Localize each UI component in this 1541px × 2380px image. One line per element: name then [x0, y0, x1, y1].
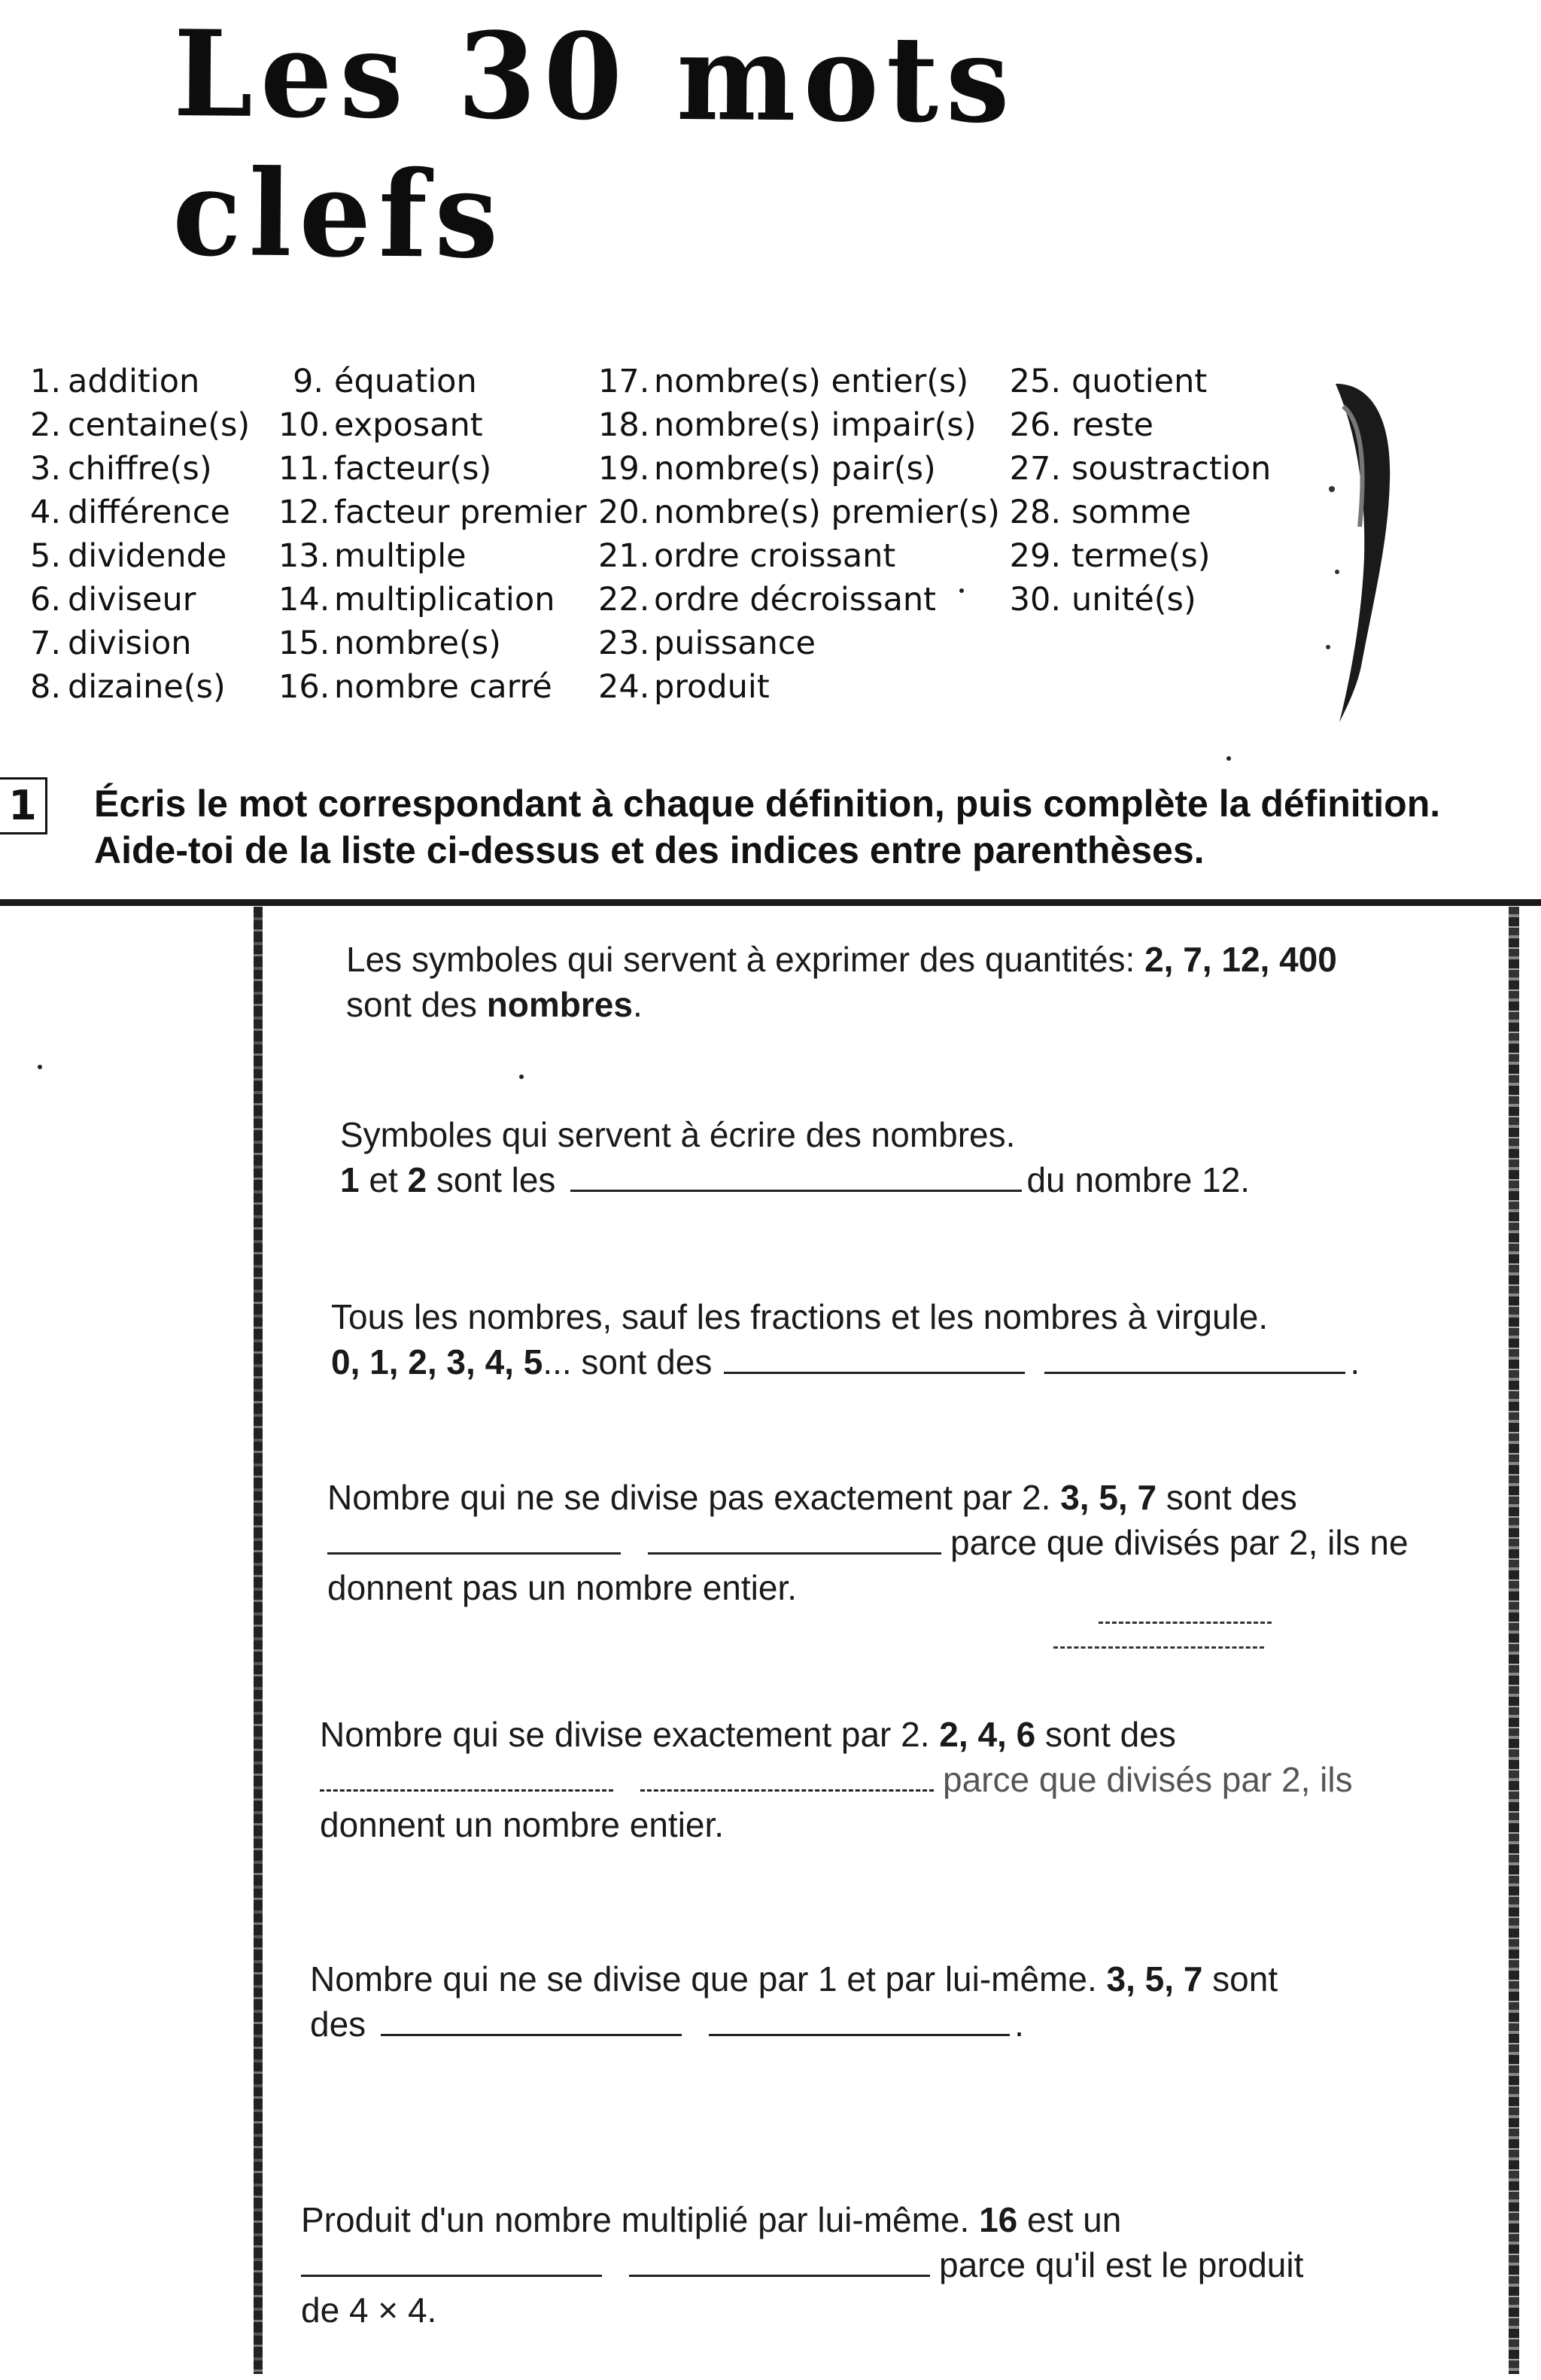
word-list-item — [30, 578, 250, 622]
word-label: nombre carré — [334, 668, 552, 706]
definition-7 — [301, 2197, 1467, 2333]
word-label: diviseur — [68, 581, 196, 619]
definition-text: est un — [1017, 2200, 1122, 2239]
word-list-column-2 — [278, 360, 587, 709]
example-number: 2 — [407, 1160, 427, 1199]
word-list-item — [598, 578, 1000, 622]
definition-text: des — [310, 2005, 366, 2044]
definition-5 — [320, 1712, 1486, 1847]
word-list-item — [278, 447, 587, 491]
word-label: exposant — [334, 406, 483, 444]
stray-mark — [1053, 1646, 1264, 1649]
word-label: ordre croissant — [654, 537, 896, 575]
word-label: reste — [1071, 406, 1153, 444]
answer-blank-2[interactable] — [640, 1767, 934, 1792]
word-number: 12. — [278, 494, 330, 531]
word-number: 16. — [278, 668, 330, 706]
word-label: facteur(s) — [334, 450, 492, 488]
word-list-item — [278, 534, 587, 578]
word-label: dizaine(s) — [68, 668, 226, 706]
definition-text: sont — [1202, 1959, 1278, 1999]
definition-text: Tous les nombres, sauf les fractions et les nombres à virgule. — [331, 1297, 1269, 1336]
word-list-item — [30, 534, 250, 578]
definition-2 — [340, 1112, 1506, 1202]
word-list-item — [278, 665, 587, 709]
example-numbers: 2, 4, 6 — [939, 1715, 1036, 1754]
word-label: équation — [334, 363, 477, 400]
definition-text: sont des — [1157, 1478, 1297, 1517]
word-list-item — [30, 403, 250, 447]
definition-text: parce que divisés par 2, ils — [943, 1760, 1353, 1799]
instruction-line-1: Écris le mot correspondant à chaque définition, puis complète la définition. — [94, 783, 1441, 825]
word-list-item — [278, 403, 587, 447]
word-list-item — [598, 360, 1000, 403]
word-number: 29. — [1009, 537, 1061, 575]
word-number: 10. — [278, 406, 330, 444]
punctuation: . — [1014, 2005, 1024, 2044]
word-list-item — [598, 447, 1000, 491]
stray-mark — [1099, 1622, 1272, 1624]
word-label: nombre(s) — [334, 625, 501, 662]
definition-text: Produit d'un nombre multiplié par lui-même. — [301, 2200, 980, 2239]
word-number: 22. — [598, 581, 650, 619]
answer-blank-1[interactable] — [327, 1530, 621, 1555]
definition-text: donnent un nombre entier. — [320, 1805, 725, 1844]
definition-3 — [331, 1294, 1497, 1385]
box-left-border — [254, 907, 263, 2374]
word-list-item — [1008, 491, 1271, 534]
word-number: 26. — [1009, 406, 1061, 444]
word-number: 23. — [598, 625, 650, 662]
word-list-column-4 — [1008, 360, 1271, 622]
word-number: 28. — [1009, 494, 1061, 531]
definition-text: et — [359, 1160, 408, 1199]
word-number: 15. — [278, 625, 330, 662]
answer-blank-1[interactable] — [320, 1767, 613, 1792]
word-list-column-1 — [30, 360, 250, 709]
punctuation: . — [632, 985, 643, 1024]
word-list-item — [598, 665, 1000, 709]
divider-rule — [0, 899, 1541, 906]
example-number: 16 — [979, 2200, 1018, 2239]
definition-text: de 4 × 4. — [301, 2290, 437, 2330]
definition-text: donnent pas un nombre entier. — [327, 1568, 798, 1607]
speck — [959, 588, 964, 593]
definition-text: Symboles qui servent à écrire des nombres. — [340, 1115, 1016, 1154]
word-label: terme(s) — [1071, 537, 1211, 575]
word-list-item — [278, 622, 587, 665]
word-list-item — [1008, 360, 1271, 403]
word-list-column-3 — [598, 360, 1000, 709]
word-list-item — [598, 622, 1000, 665]
word-label: quotient — [1071, 363, 1208, 400]
word-number: 5. — [30, 537, 62, 575]
word-list-item — [598, 534, 1000, 578]
word-number: 19. — [598, 450, 650, 488]
word-number: 2. — [30, 406, 62, 444]
word-label: addition — [68, 363, 200, 400]
answer-blank[interactable] — [570, 1167, 1022, 1192]
answer-blank-2[interactable] — [629, 2252, 930, 2277]
definition-text: parce qu'il est le produit — [939, 2245, 1304, 2284]
example-number: 1 — [340, 1160, 360, 1199]
definition-text: Nombre qui ne se divise que par 1 et par lui-même. — [310, 1959, 1107, 1999]
word-label: division — [68, 625, 192, 662]
definition-6 — [310, 1956, 1476, 2047]
word-list-item — [1008, 447, 1271, 491]
word-label: soustraction — [1071, 450, 1272, 488]
word-list-item — [30, 665, 250, 709]
word-list-item — [30, 447, 250, 491]
word-number: 18. — [598, 406, 650, 444]
answer-word: nombres — [486, 985, 633, 1024]
word-list-item — [1008, 403, 1271, 447]
definition-text: Les symboles qui servent à exprimer des quantités: — [346, 940, 1145, 979]
word-label: nombre(s) premier(s) — [654, 494, 1000, 531]
word-list-item — [30, 491, 250, 534]
answer-blank-2[interactable] — [1044, 1349, 1345, 1374]
word-label: unité(s) — [1071, 581, 1196, 619]
word-label: différence — [68, 494, 230, 531]
word-number: 9. — [292, 363, 324, 400]
example-numbers: 3, 5, 7 — [1060, 1478, 1157, 1517]
word-list-item — [30, 360, 250, 403]
word-list-item — [1008, 578, 1271, 622]
word-list-item — [1008, 534, 1271, 578]
word-list-item — [278, 578, 587, 622]
definition-1 — [346, 937, 1512, 1027]
punctuation: . — [1350, 1342, 1360, 1381]
word-label: nombre(s) entier(s) — [654, 363, 969, 400]
speck — [1226, 756, 1231, 761]
word-label: multiplication — [334, 581, 555, 619]
decorative-ornament — [1321, 376, 1403, 730]
word-number: 24. — [598, 668, 650, 706]
word-label: ordre décroissant — [654, 581, 937, 619]
word-list-item — [278, 491, 587, 534]
example-numbers: 3, 5, 7 — [1106, 1959, 1203, 1999]
word-label: multiple — [334, 537, 467, 575]
word-list-item — [30, 622, 250, 665]
answer-blank-1[interactable] — [301, 2252, 602, 2277]
speck — [38, 1065, 42, 1069]
word-number: 4. — [30, 494, 62, 531]
definition-text: Nombre qui se divise exactement par 2. — [320, 1715, 940, 1754]
word-label: nombre(s) pair(s) — [654, 450, 936, 488]
definition-text: ... sont des — [543, 1342, 713, 1381]
speck — [519, 1074, 524, 1079]
word-number: 20. — [598, 494, 650, 531]
word-number: 17. — [598, 363, 650, 400]
word-list-item — [598, 491, 1000, 534]
definition-text: parce que divisés par 2, ils ne — [950, 1523, 1409, 1562]
answer-blank-1[interactable] — [724, 1349, 1025, 1374]
word-number: 21. — [598, 537, 650, 575]
word-label: chiffre(s) — [68, 450, 212, 488]
box-right-border — [1509, 907, 1519, 2374]
answer-blank-2[interactable] — [709, 2011, 1010, 2036]
word-label: dividende — [68, 537, 227, 575]
example-numbers: 2, 7, 12, 400 — [1144, 940, 1337, 979]
word-label: somme — [1071, 494, 1191, 531]
word-label: nombre(s) impair(s) — [654, 406, 977, 444]
answer-blank-1[interactable] — [381, 2011, 682, 2036]
word-number: 14. — [278, 581, 330, 619]
word-number: 8. — [30, 668, 62, 706]
definition-text: du nombre 12. — [1026, 1160, 1251, 1199]
word-list-item — [598, 403, 1000, 447]
word-label: produit — [654, 668, 770, 706]
definition-text: sont des — [346, 985, 487, 1024]
exercise-number: 1 — [0, 777, 47, 834]
word-label: centaine(s) — [68, 406, 251, 444]
answer-blank-2[interactable] — [648, 1530, 941, 1555]
word-number: 25. — [1009, 363, 1061, 400]
word-number: 27. — [1009, 450, 1061, 488]
word-number: 1. — [30, 363, 62, 400]
word-number: 3. — [30, 450, 62, 488]
word-label: facteur premier — [334, 494, 587, 531]
instruction-line-2: Aide-toi de la liste ci-dessus et des indices entre parenthèses. — [94, 829, 1205, 871]
example-numbers: 0, 1, 2, 3, 4, 5 — [331, 1342, 543, 1381]
word-number: 30. — [1009, 581, 1061, 619]
definition-4 — [327, 1475, 1494, 1610]
definition-text: sont les — [427, 1160, 556, 1199]
word-list-item — [278, 360, 587, 403]
word-number: 6. — [30, 581, 62, 619]
page-title: Les 30 mots clefs — [172, 5, 1018, 285]
definition-text: Nombre qui ne se divise pas exactement par 2. — [327, 1478, 1061, 1517]
definition-text: sont des — [1035, 1715, 1176, 1754]
word-label: puissance — [654, 625, 816, 662]
word-number: 13. — [278, 537, 330, 575]
word-number: 11. — [278, 450, 330, 488]
word-number: 7. — [30, 625, 62, 662]
